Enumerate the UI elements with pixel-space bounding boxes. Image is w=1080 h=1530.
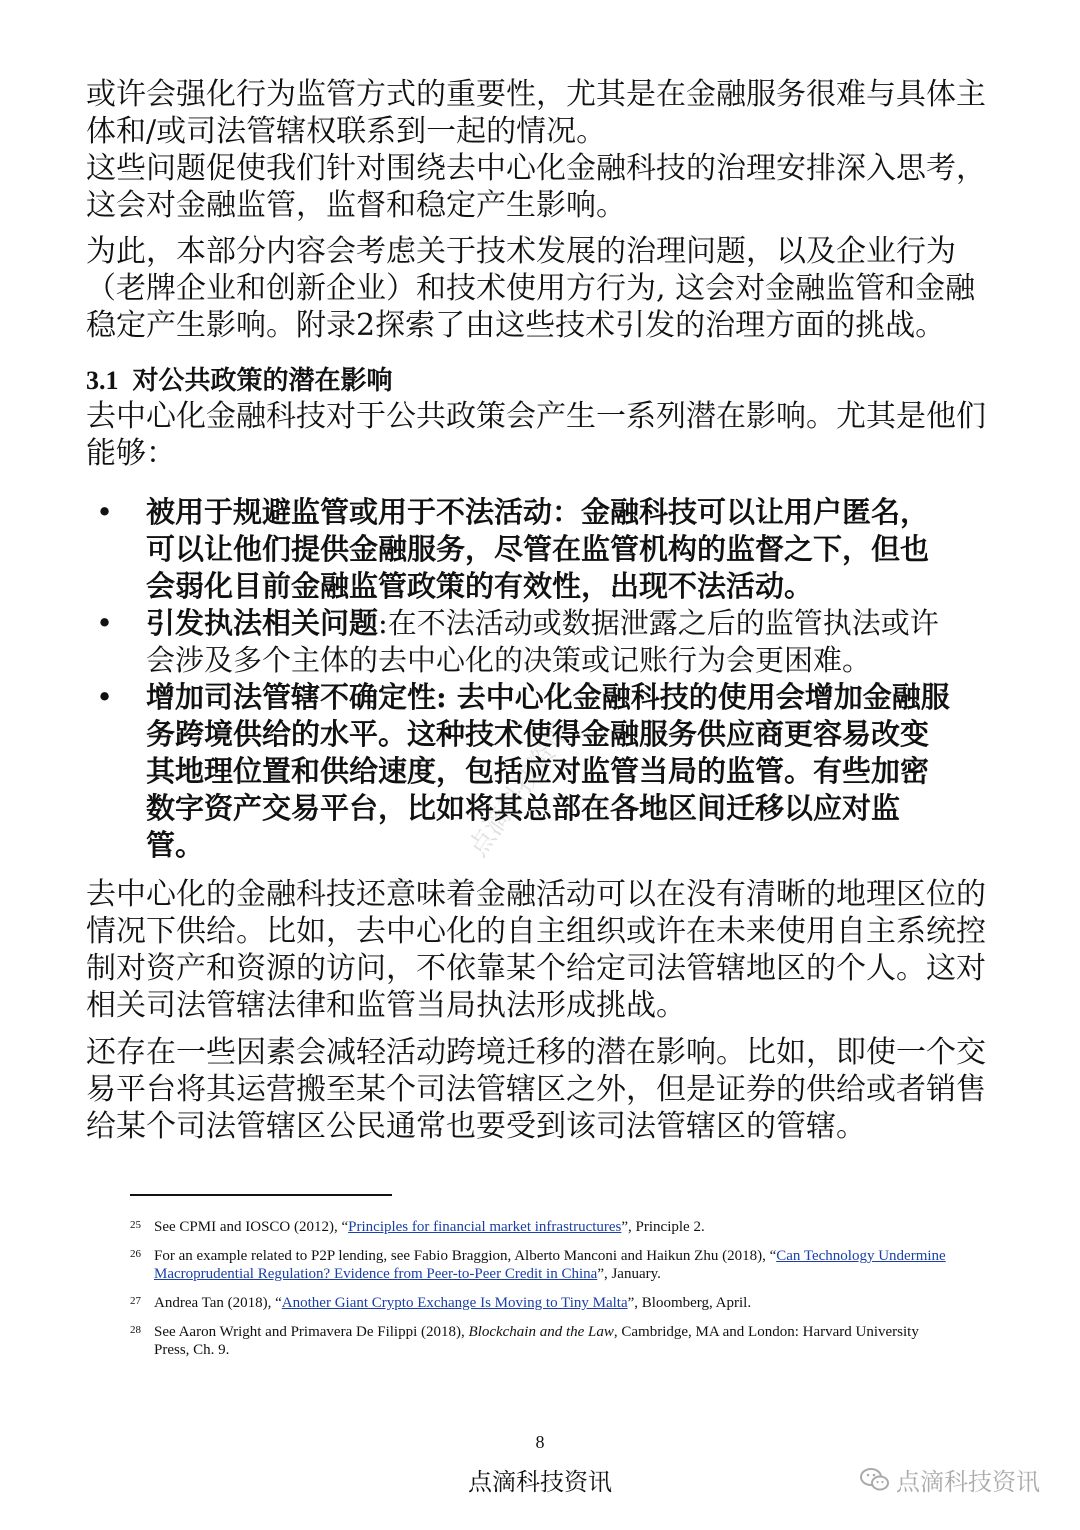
bullet-bold-text: 引发执法相关问题 [146,606,379,640]
footer-text: 点滴科技资讯 [468,1468,612,1496]
page-number: 8 [535,1432,545,1452]
watermark: 点滴科技资讯 [463,717,578,863]
paragraph-4: 去中心化金融科技对于公共政策会产生一系列潜在影响。尤其是他们能够： [86,399,986,471]
footnote-27: 27 Andrea Tan (2018), “Another Giant Crypto Exchange Is Moving to Tiny Malta”, Bloomberg, April. [130,1294,950,1312]
paragraph-1: 或许会强化行为监管方式的重要性，尤其是在金融服务很难与具体主体和/或司法管辖权联系到一起的情况。 [86,77,986,149]
paragraph-5: 去中心化的金融科技还意味着金融活动可以在没有清晰的地理区位的情况下供给。比如，去中心化的自主组织或许在未来使用自主系统控制对资产和资源的访问，不依靠某个给定司法管辖地区的个人。这对相关司法管辖法律和监管当局执法形成挑战。 [86,877,986,1023]
book-title: Blockchain and the Law [468,1324,614,1340]
bullet-icon: • [96,495,114,529]
footnote-link[interactable]: Another Giant Crypto Exchange Is Moving to Tiny Malta [281,1295,628,1311]
footnote-separator [130,1194,392,1196]
section-heading [86,364,393,398]
paragraph-6: 还存在一些因素会减轻活动跨境迁移的潜在影响。比如，即使一个交易平台将其运营搬至某个司法管辖区之外，但是证券的供给或者销售给某个司法管辖区公民通常也要受到该司法管辖区的管辖。 [86,1035,986,1144]
section-number: 3.1 [86,366,119,395]
bullet-icon: • [96,606,114,640]
bullet-bold-text: 增加司法管辖不确定性: 去中心化金融科技的使用会增加金融服务跨境供给的水平。这种技术使得金融服务供应商更容易改变其地理位置和供给速度，包括应对监管当局的监管。有些加密数字资产交易平台，比如将其总部在各地区间迁移以应对监管。 [146,680,950,862]
footnote-link[interactable]: Can Technology Undermine Macroprudential Regulation? Evidence from Peer-to-Peer Credit in China [154,1248,946,1282]
footnote-number: 25 [130,1219,141,1231]
bullet-bold-text: 被用于规避监管或用于不法活动：金融科技可以让用户匿名，可以让他们提供金融服务，尽管在监管机构的监督之下，但也会弱化目前金融监管政策的有效性，出现不法活动。 [146,495,930,603]
bullet-text: :在不法活动或数据泄露之后的监管执法或许会涉及多个主体的去中心化的决策或记账行为会更困难。 [146,606,939,677]
list-item [96,494,956,605]
wechat-badge [860,1462,1040,1497]
footnote-number: 27 [130,1295,141,1307]
wechat-label: 点滴科技资讯 [896,1468,1040,1496]
footnote-28: 28 See Aaron Wright and Primavera De Filippi (2018), Blockchain and the Law, Cambridge, MA and London: Harvard University Press, Ch. 9. [130,1323,950,1359]
list-item [96,605,956,679]
footnote-link[interactable]: Principles for financial market infrastructures [348,1219,622,1235]
paragraph-3: 为此，本部分内容会考虑关于技术发展的治理问题，以及企业行为（老牌企业和创新企业）和技术使用方行为, 这会对金融监管和金融稳定产生影响。附录2探索了由这些技术引发的治理方面的挑战。 [86,234,976,343]
wechat-icon [860,1467,890,1493]
paragraph-2: 这些问题促使我们针对围绕去中心化金融科技的治理安排深入思考，这会对金融监管，监督和稳定产生影响。 [86,151,986,223]
bullet-icon: • [96,680,114,714]
footnote-25: 25 See CPMI and IOSCO (2012), “Principles for financial market infrastructures”, Principle 2. [130,1218,950,1236]
section-title: 对公共政策的潜在影响 [132,366,393,396]
footnote-number: 28 [130,1324,141,1336]
footnote-number: 26 [130,1248,141,1260]
footnote-26: 26 For an example related to P2P lending, see Fabio Braggion, Alberto Manconi and Haikun Zhu (2018), “Can Technology Undermine Macroprudential Regulation? Evidence from Peer-to-Peer Credit in China”, January. [130,1247,950,1283]
